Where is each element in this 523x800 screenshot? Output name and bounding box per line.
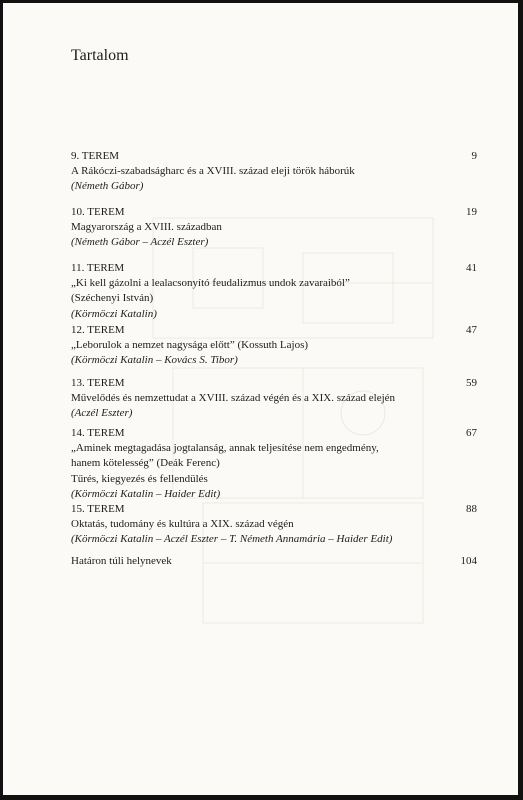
toc-entry-place-names [71,554,477,569]
toc-entry-12 [71,323,477,369]
toc-author: (Körmöczi Katalin – Kovács S. Tibor) [71,354,238,367]
toc-author: (Németh Gábor) [71,180,144,193]
toc-heading: 12. TEREM [71,324,125,336]
toc-title: „Leborulok a nemzet nagysága előtt” (Kossuth Lajos) [71,339,309,352]
toc-heading: 14. TEREM [71,427,125,439]
toc-entry-10 [71,205,477,251]
toc-title-continued: (Széchenyi István) [71,292,154,305]
toc-page-number: 67 [466,427,477,439]
toc-title: Magyarország a XVIII. században [71,221,222,234]
toc-page-number: 19 [466,206,477,218]
document-page [3,3,518,795]
toc-entry-13 [71,376,477,422]
toc-heading: 10. TEREM [71,206,125,218]
toc-heading: 15. TEREM [71,503,125,515]
toc-title: A Rákóczi-szabadságharc és a XVIII. század eleji török háborúk [71,165,355,178]
toc-title: „Ki kell gázolni a lealacsonyító feudalizmus undok zavaraiból” [71,277,350,290]
toc-title: „Aminek megtagadása jogtalanság, annak teljesítése nem engedmény, [71,442,379,455]
toc-page-number: 104 [460,555,477,567]
toc-entry-15 [71,502,477,548]
toc-author: (Németh Gábor – Aczél Eszter) [71,236,209,249]
toc-page-number: 47 [466,324,477,336]
toc-page-number: 59 [466,377,477,389]
page-title: Tartalom [71,47,129,64]
toc-entry-9 [71,149,477,195]
toc-page-number: 9 [471,150,477,162]
toc-author: (Körmöczi Katalin – Aczél Eszter – T. Németh Annamária – Haider Edit) [71,533,393,546]
toc-author: (Körmöczi Katalin) [71,307,157,320]
toc-title: Oktatás, tudomány és kultúra a XIX. század végén [71,518,294,531]
toc-subtitle: Tűrés, kiegyezés és fellendülés [71,472,208,485]
toc-title-continued: hanem kötelesség” (Deák Ferenc) [71,457,220,470]
toc-title: Határon túli helynevek [71,555,172,567]
toc-title: Művelődés és nemzettudat a XVIII. század végén és a XIX. század elején [71,392,396,405]
toc-heading: 9. TEREM [71,150,120,162]
toc-author: (Aczél Eszter) [71,407,133,420]
toc-entry-14 [71,426,477,502]
toc-heading: 11. TEREM [71,262,125,274]
toc-author: (Körmöczi Katalin – Haider Edit) [71,487,221,500]
toc-page-number: 88 [466,503,477,515]
toc-heading: 13. TEREM [71,377,125,389]
toc-entry-11 [71,261,477,322]
toc-page-number: 41 [466,262,477,274]
